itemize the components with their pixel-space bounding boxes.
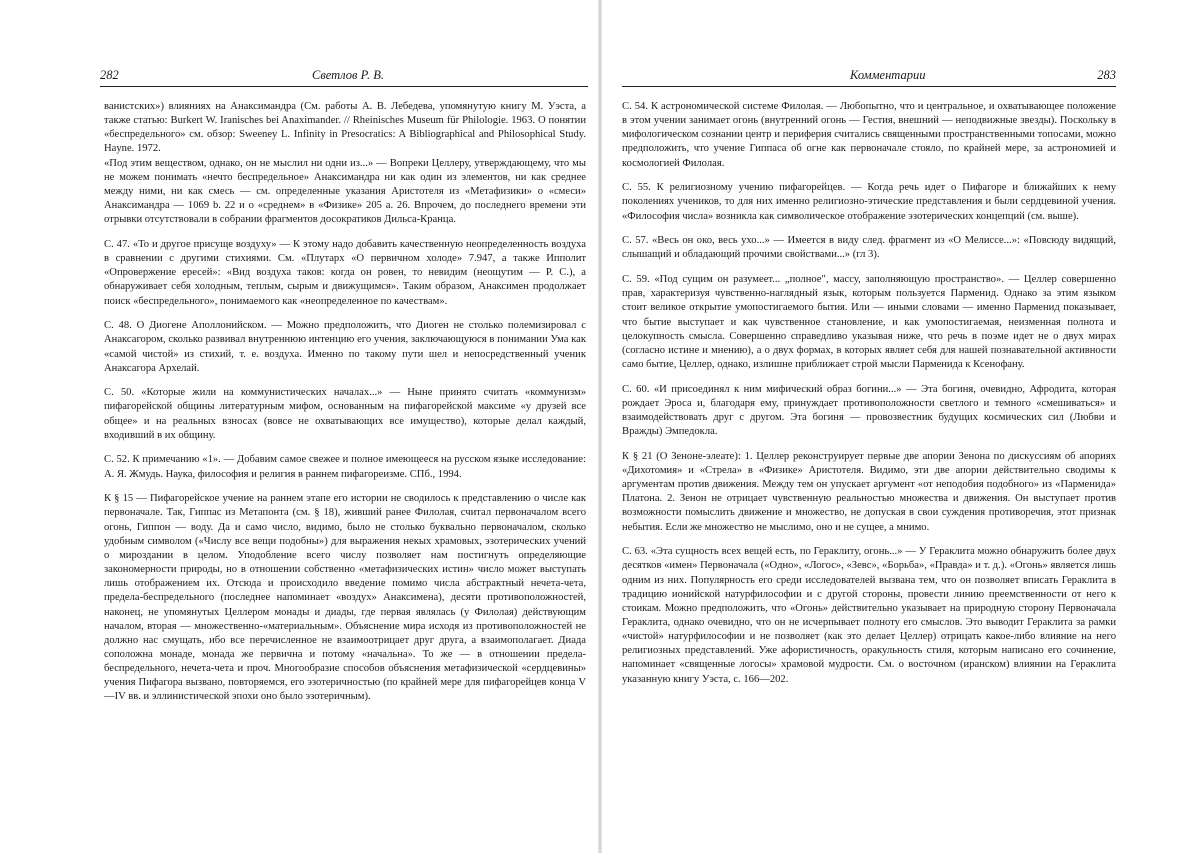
paragraph: С. 47. «То и другое присуще воздуху» — К этому надо добавить качественную неопределенность воздуха в сравнении с другими стихиями. См. «Плутарх «О первичном холоде» 7.947, а также Ипполит «Опровержение ересей»: «Вид воздуха таков: когда он ровен, то невидим (неощутим — Р. С.), а обнаруживает себя холодным, теплым, сырым и движущимся». Таким образом, Анаксимен продолжает поиск «беспредельного», понимаемого как «неопределенное по качествам». (104, 238, 586, 307)
paragraph: ванистских») влияниях на Анаксимандра (См. работы А. В. Лебедева, упомянутую книгу М. Уэста, а также статью: Burkert W. Iranisches bei Anaximander. // Rheinisches Museum für Philologie. 1963. О понятии «беспредельного» см. обзор: Sweeney L. Infinity in Presocratics: A Bibliographical and Philosophical Study. Hayne. 1972. (104, 101, 586, 155)
left-text-column (104, 100, 586, 715)
left-header (100, 68, 586, 86)
page-number-right: 283 (1097, 68, 1116, 82)
paragraph: К § 21 (О Зеноне-элеате): 1. Целлер реконструирует первые две апории Зенона по дискуссиям об апориях «Дихотомия» и «Стрела» в «Физике» Аристотеля. Видимо, эти две апории действительно сводимы к аргументам против движения. Между тем он упускает аргумент «от неподобия подобного» из «Парменида» Платона. 2. Зенон не отрицает чувственную реальностью множества и движения. Он выступает против возможности помыслить движение и множество, не допуская в свои суждения противоречия, этот признак небытия. Если же множество не мыслимо, оно и не сущее, а мнимо. (622, 450, 1116, 533)
paragraph: С. 63. «Эта сущность всех вещей есть, по Гераклиту, огонь...» — У Гераклита можно обнаружить более двух десятков «имен» Первоначала («Одно», «Логос», «Зевс», «Борьба», «Правда» и т. д.). «Огонь» является лишь одним из них. Популярность его среди исследователей вызвана тем, что он позволяет вписать Гераклита в традицию ионийской натурфилософии и с другой стороны, провести линию преемственности от него к стоикам. Можно предположить, что «Огонь» действительно указывает на природную сторону Первоначала Гераклита, однако очевидно, что он не исчерпывает полноту его смыслов. Это выводит Гераклита за рамки «чистой» натурфилософии и не позволяет (как это делает Целлер) отрицать какое-либо влияние на него религиозных представлений. Уже афористичность, оракульность стиля, которым написано его сочинение, напоминает «священные логосы» храмовой мудрости. См. о восточном (иранском) влиянии на Гераклита указанную книгу Уэста, с. 166—202. (622, 546, 1116, 685)
paragraph: К § 15 — Пифагорейское учение на раннем этапе его истории не сводилось к представлению о числе как первоначале. Так, Гиппас из Метапонта (см. § 18), живший ранее Филолая, считал первоначалом всего огонь, Гиппон — воду. Да и само число, видимо, было не столько буквально первоначалом, сколько удобным символом («Числу все вещи подобны») для выражения некых храмовых, эзотерических учений о мироздании в целом. Уподобление всего числу позволяет нам постигнуть определяющие закономерности природы, но в отношении собственно «метафизических истин» число может выступать лишь отображением их. Отсюда и происходило введение помимо числа абстрактный нечета-чета, предела-беспредельного (последнее напоминает «воздух» Анаксимена), десяти противоположностей, наконец, не упомянутых Целлером монады и диады, где первая являлась (у Филолая) действующим началом, вторая — множественно-«материальным». Объяснение мира исходя из противоположностей не должно нас смущать, ибо все перечисленное не взаимоотрицает друг друга, а взаимополагает. Диада соположна монаде, монада же первична и потому «начальна». То же — в отношении предела-беспредельного, нечета-чета и проч. Многообразие способов объяснения метафизической «сердцевины» учения Пифагора вызвано, повторяемся, его эзотеричностью (по крайней мере для пифагорейцев конца V—IV вв. и эллинистической эпохи оно было эзотеричным). (104, 493, 586, 703)
paragraph: С. 54. К астрономической системе Филолая. — Любопытно, что и центральное, и охватывающее положение в этом учении занимает огонь (внутренний огонь — Гестия, внешний — неподвижные звезды). Поскольку в мифологическом сознании центр и периферия считались священными пространственными топосами, можно предположить, что учение Гиппаса об огне как первоначале стояло, по крайней мере, за астрономией и космологией Филолая. (622, 101, 1116, 169)
paragraph: С. 59. «Под сущим он разумеет... „полное", массу, заполняющую пространство». — Целлер совершенно прав, характеризуя чувственно-наглядный язык, которым пользуется Парменид. Однако за этим языком стоит великое открытие умопостигаемого бытия. Или — иными словами — именно Парменид показывает, что бытие выступает и как чувственное становление, и как умопостигаемая, неизменная полнота и целокупность смысла. Совершенно справедливо указывая ниже, что речь в поэме идет не о двух мирах (согласно истине и мнению), а о двух формах, в которых являет себя для нашей познавательной активности само бытие, Целлер, однако, излишне приближает строй мысли Парменида к Ксенофану. (622, 274, 1116, 370)
paragraph: С. 52. К примечанию «1». — Добавим самое свежее и полное имеющееся на русском языке исследование: А. Я. Жмудь. Наука, философия и религия в раннем пифагореизме. СПб., 1994. (104, 454, 586, 480)
paragraph: С. 50. «Которые жили на коммунистических началах...» — Ныне принято считать «коммунизм» пифагорейской общины литературным мифом, основанным на пифагорейской максиме «у друзей все общее» и на реальных взносах (вовсе не охватывающих все имущество), которые делал каждый, входивший в их общину. (104, 387, 586, 441)
paragraph: «Под этим веществом, однако, он не мыслил ни одни из...» — Вопреки Целлеру, утверждающему, что мы не можем понимать «нечто беспредельное» Анаксимандра ни как один из элементов, ни как среднее между ними, ни как смесь — см. определенные указания Аристотеля из «Метафизики» о «смеси» Анаксимандра — 1069 b. 22 и о «среднем» в «Физике» 205 а. 26. Впрочем, до последнего времени эти отрывки отсутствовали в собрании фрагментов досократиков Дильса-Кранца. (104, 157, 586, 226)
paragraph: С. 57. «Весь он око, весь ухо...» — Имеется в виду след. фрагмент из «О Мелиссе...»: «Повсюду видящий, слышащий и обладающий прочими свойствами...» (гл 3). (622, 235, 1116, 261)
paragraph: С. 55. К религиозному учению пифагорейцев. — Когда речь идет о Пифагоре и ближайших к нему поколениях учеников, то для них именно религиозно-этические представления и были сердцевиной учения. «Философия числа» возникла как символическое отображение эзотерических концепций (см. выше). (622, 182, 1116, 222)
right-page (600, 0, 1200, 853)
header-rule-right (622, 86, 1116, 87)
paragraph: С. 48. О Диогене Аполлонийском. — Можно предположить, что Диоген не столько полемизировал с Анаксагором, сколько развивал внутреннюю интенцию его учения, заключающуюся в понимании Ума как «самой чистой» из стихий, т. е. воздуха. Именно по такому пути шел и непосредственный ученик Анаксагора Архелай. (104, 320, 586, 374)
header-rule-left (100, 86, 588, 87)
paragraph: С. 60. «И присоединял к ним мифический образ богини...» — Эта богиня, очевидно, Афродита, которая рождает Эроса и, благодаря ему, принуждает противоположности светлого и темного «смешиваться» и взаимодействовать друг с другом. Эта богиня — провозвестник будущих космических сил (Любви и Вражды) Эмпедокла. (622, 383, 1116, 438)
running-head-right: Комментарии (850, 68, 926, 82)
right-header (622, 68, 1116, 86)
right-text-column (622, 100, 1116, 697)
running-head-left: Светлов Р. В. (312, 68, 384, 82)
page-number-left: 282 (100, 68, 119, 82)
